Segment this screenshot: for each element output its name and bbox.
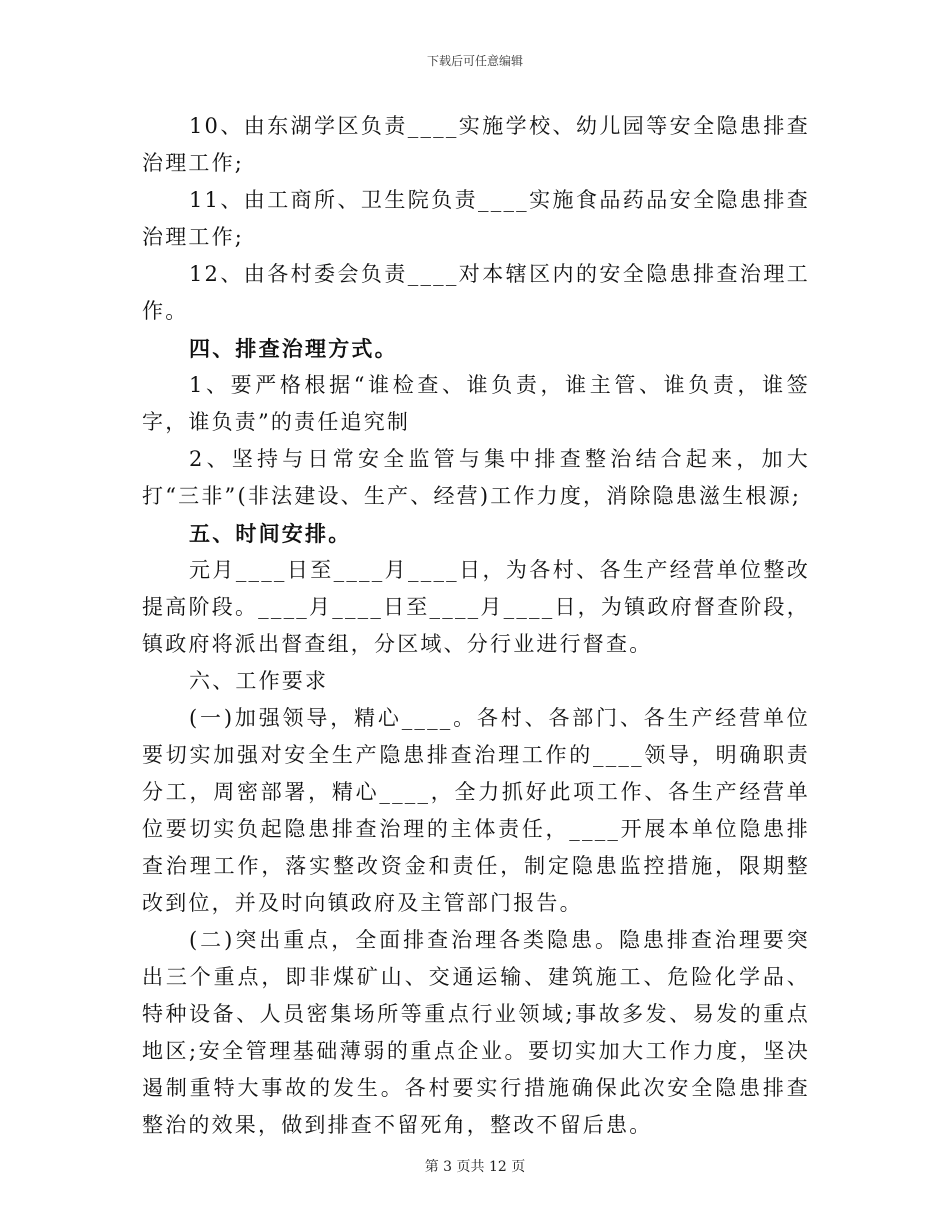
paragraph-item-11: 11、由工商所、卫生院负责____实施食品药品安全隐患排查治理工作;: [142, 188, 810, 249]
section-heading-5: 五、时间安排。: [189, 521, 352, 546]
paragraph-method-2: 2、坚持与日常安全监管与集中排查整治结合起来，加大打“三非”(非法建设、生产、经营)工作力度，消除隐患滋生根源;: [142, 447, 810, 508]
paragraph-requirement-1: (一)加强领导，精心____。各村、各部门、各生产经营单位要切实加强对安全生产隐患排查治理工作的____领导，明确职责分工，周密部署，精心____，全力抓好此项工作、各生产经营单位要切实负起隐患排查治理的主体责任，____开展本单位隐患排查治理工作，落实整改资金和责任，制定隐患监控措施，限期整改到位，并及时向镇政府及主管部门报告。: [142, 706, 810, 915]
section-heading-6: 六、工作要求: [189, 669, 329, 693]
paragraph-method-1: 1、要严格根据“谁检查、谁负责，谁主管、谁负责，谁签字，谁负责”的责任追究制: [142, 373, 810, 434]
paragraph-requirement-2: (二)突出重点，全面排查治理各类隐患。隐患排查治理要突出三个重点，即非煤矿山、交通运输、建筑施工、危险化学品、特种设备、人员密集场所等重点行业领域;事故多发、易发的重点地区;安全管理基础薄弱的重点企业。要切实加大工作力度，坚决遏制重特大事故的发生。各村要实行措施确保此次安全隐患排查整治的效果，做到排查不留死角，整改不留后患。: [142, 928, 810, 1137]
paragraph-item-10: 10、由东湖学区负责____实施学校、幼儿园等安全隐患排查治理工作;: [142, 114, 810, 175]
page-footer: 第 3 页共 12 页: [424, 1159, 526, 1175]
paragraph-item-12: 12、由各村委会负责____对本辖区内的安全隐患排查治理工作。: [142, 262, 810, 323]
section-heading-4: 四、排查治理方式。: [189, 336, 398, 361]
page-header: 下载后可任意编辑: [426, 54, 523, 68]
document-body: [142, 108, 810, 1144]
paragraph-schedule: 元月____日至____月____日，为各村、各生产经营单位整改提高阶段。____月____日至____月____日，为镇政府督查阶段，镇政府将派出督查组，分区域、分行业进行督查。: [142, 558, 810, 656]
